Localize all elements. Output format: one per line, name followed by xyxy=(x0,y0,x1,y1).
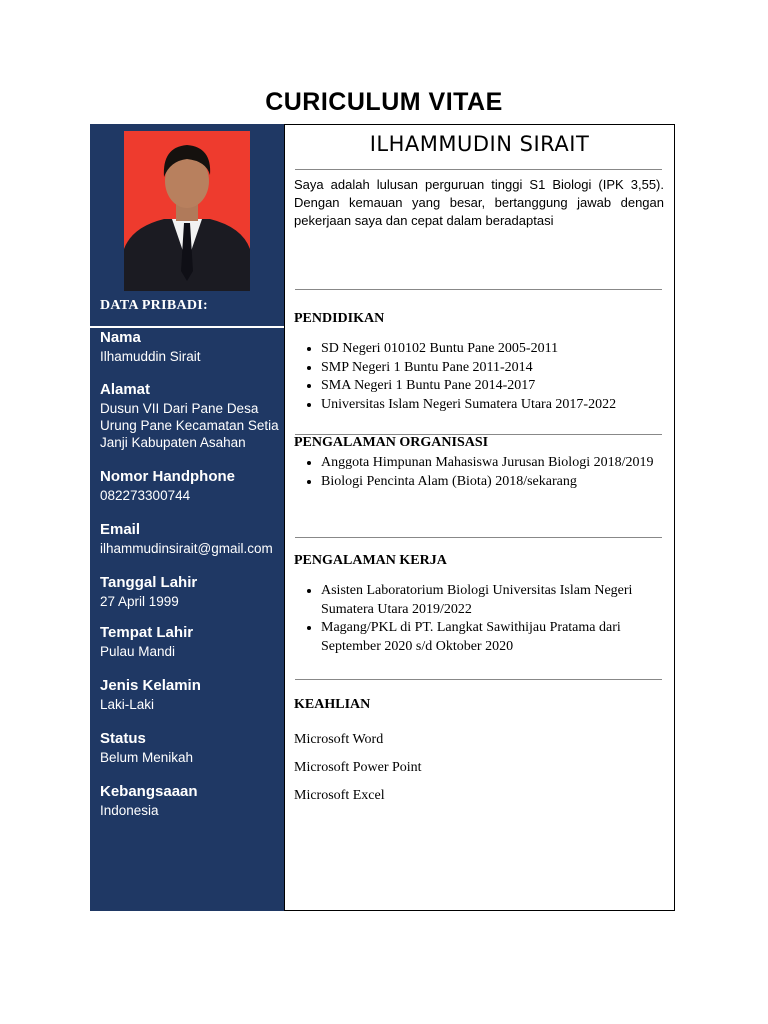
detail-label: Jenis Kelamin xyxy=(100,677,201,694)
personal-detail-email xyxy=(100,521,280,557)
profile-photo xyxy=(124,131,250,291)
kerja-list xyxy=(294,582,671,656)
detail-value: Belum Menikah xyxy=(100,750,194,765)
section-title-keahlian: KEAHLIAN xyxy=(294,697,371,712)
detail-value: ilhammudinsirait@gmail.com xyxy=(100,541,273,556)
data-pribadi-heading: DATA PRIBADI: xyxy=(100,298,208,313)
profile-summary: Saya adalah lulusan perguruan tinggi S1 Biologi (IPK 3,55). Dengan kemauan yang besar, bertanggung jawab dengan pekerjaan saya dan cepat dalam beradaptasi xyxy=(294,177,664,228)
detail-value: 082273300744 xyxy=(100,488,191,503)
sidebar xyxy=(90,124,284,911)
main-content xyxy=(284,124,675,911)
detail-value: Pulau Mandi xyxy=(100,644,176,659)
document-title: CURICULUM VITAE xyxy=(265,88,503,116)
detail-label: Email xyxy=(100,521,141,538)
detail-value: Indonesia xyxy=(100,803,159,818)
organisasi-list xyxy=(294,454,671,491)
personal-detail-tempat-lahir xyxy=(100,624,280,660)
personal-detail-jenis-kelamin xyxy=(100,677,280,713)
detail-label: Tanggal Lahir xyxy=(100,574,198,591)
list-item: • SMA Negeri 1 Buntu Pane 2014-2017 xyxy=(321,377,671,396)
divider xyxy=(295,289,662,290)
section-title-pendidikan: PENDIDIKAN xyxy=(294,311,385,326)
list-item: • Magang/PKL di PT. Langkat Sawithijau Pratama dari September 2020 s/d Oktober 2020 xyxy=(321,619,671,656)
section-title-organisasi: PENGALAMAN ORGANISASI xyxy=(294,435,489,450)
skill-item: Microsoft Excel xyxy=(294,788,385,803)
detail-value: 27 April 1999 xyxy=(100,594,179,609)
skill-item: Microsoft Word xyxy=(294,732,384,747)
list-item: • Biologi Pencinta Alam (Biota) 2018/sekarang xyxy=(321,473,671,492)
personal-detail-tanggal-lahir xyxy=(100,574,280,610)
section-title-kerja: PENGALAMAN KERJA xyxy=(294,553,447,568)
candidate-name: ILHAMMUDIN SIRAIT xyxy=(369,132,590,156)
detail-label: Status xyxy=(100,730,146,747)
data-pribadi-divider xyxy=(90,326,284,328)
personal-detail-alamat xyxy=(100,381,280,451)
list-item: • Anggota Himpunan Mahasiswa Jurusan Biologi 2018/2019 xyxy=(321,454,671,473)
detail-label: Nama xyxy=(100,329,141,346)
list-item: • SMP Negeri 1 Buntu Pane 2011-2014 xyxy=(321,359,671,378)
list-item: • Asisten Laboratorium Biologi Universitas Islam Negeri Sumatera Utara 2019/2022 xyxy=(321,582,671,619)
detail-value: Laki-Laki xyxy=(100,697,155,712)
detail-label: Kebangsaaan xyxy=(100,783,198,800)
skill-item: Microsoft Power Point xyxy=(294,760,422,775)
divider xyxy=(295,537,662,538)
list-item: • SD Negeri 010102 Buntu Pane 2005-2011 xyxy=(321,340,671,359)
divider xyxy=(295,679,662,680)
detail-label: Tempat Lahir xyxy=(100,624,194,641)
personal-detail-status xyxy=(100,730,280,766)
detail-value: Dusun VII Dari Pane Desa Urung Pane Kecamatan Setia Janji Kabupaten Asahan xyxy=(100,401,279,450)
pendidikan-list xyxy=(294,340,671,414)
personal-detail-nama xyxy=(100,329,280,365)
detail-value: Ilhamuddin Sirait xyxy=(100,349,201,364)
list-item: • Universitas Islam Negeri Sumatera Utara 2017-2022 xyxy=(321,396,671,415)
detail-label: Alamat xyxy=(100,381,151,398)
personal-detail-nomor-handphone xyxy=(100,468,280,504)
detail-label: Nomor Handphone xyxy=(100,468,235,485)
personal-detail-kebangsaan xyxy=(100,783,280,819)
divider xyxy=(295,169,662,170)
